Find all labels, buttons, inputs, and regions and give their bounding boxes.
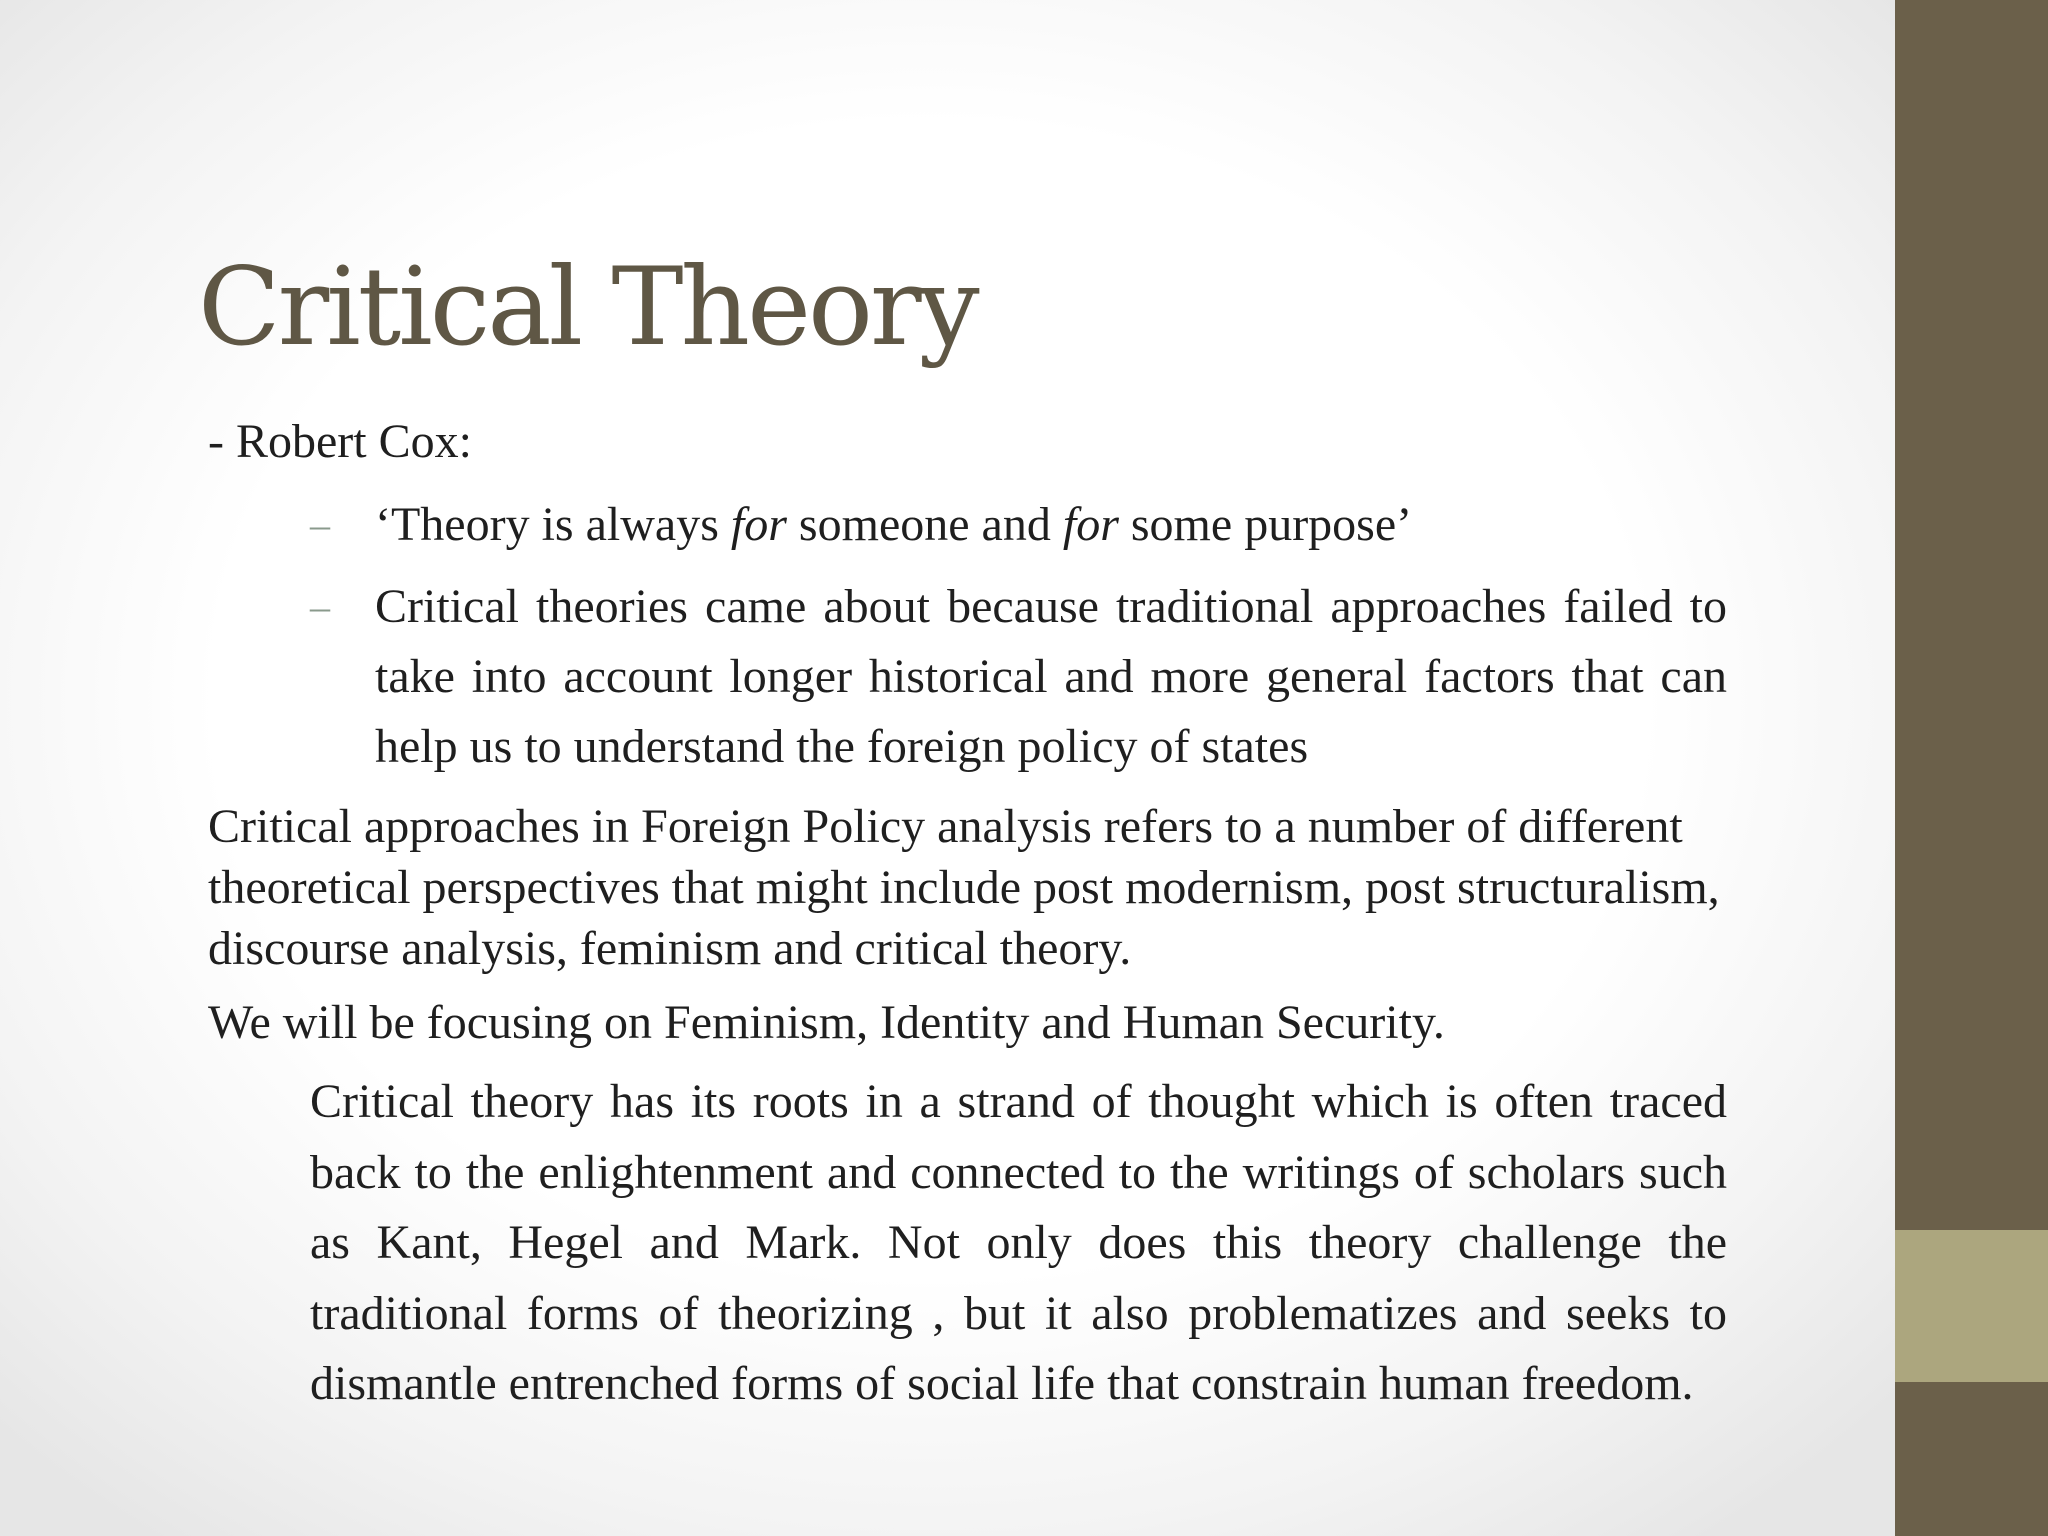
speaker-line: - Robert Cox: <box>208 415 472 468</box>
quote-emphasis-1: for <box>730 498 787 551</box>
focus-line: We will be focusing on Feminism, Identity and Human Security. <box>208 996 1445 1049</box>
bullet-dash: – <box>310 584 330 629</box>
quote-bullet <box>375 490 1725 560</box>
bullet-dash: – <box>310 502 330 547</box>
quote-middle: someone and <box>786 498 1063 551</box>
slide-title: Critical Theory <box>198 245 977 370</box>
quote-emphasis-2: for <box>1062 498 1119 551</box>
approaches-paragraph: Critical approaches in Foreign Policy analysis refers to a number of different theoretical perspectives that might include post modernism, post structuralism, discourse analysis, feminism and critical theory. <box>208 800 1720 975</box>
roots-paragraph: Critical theory has its roots in a strand of thought which is often traced back to the enlightenment and connected to the writings of scholars such as Kant, Hegel and Mark. Not only does this theory challenge the traditional forms of theorizing , but it also problematizes and seeks to dismantle entrenched forms of social life that constrain human freedom. <box>310 1075 1727 1410</box>
quote-open: ‘Theory is always <box>375 498 731 551</box>
critical-theories-bullet: Critical theories came about because traditional approaches failed to take into account longer historical and more general factors that can help us to understand the foreign policy of states <box>375 580 1727 773</box>
quote-close: some purpose’ <box>1118 498 1413 551</box>
side-accent-block <box>1895 1230 2048 1382</box>
